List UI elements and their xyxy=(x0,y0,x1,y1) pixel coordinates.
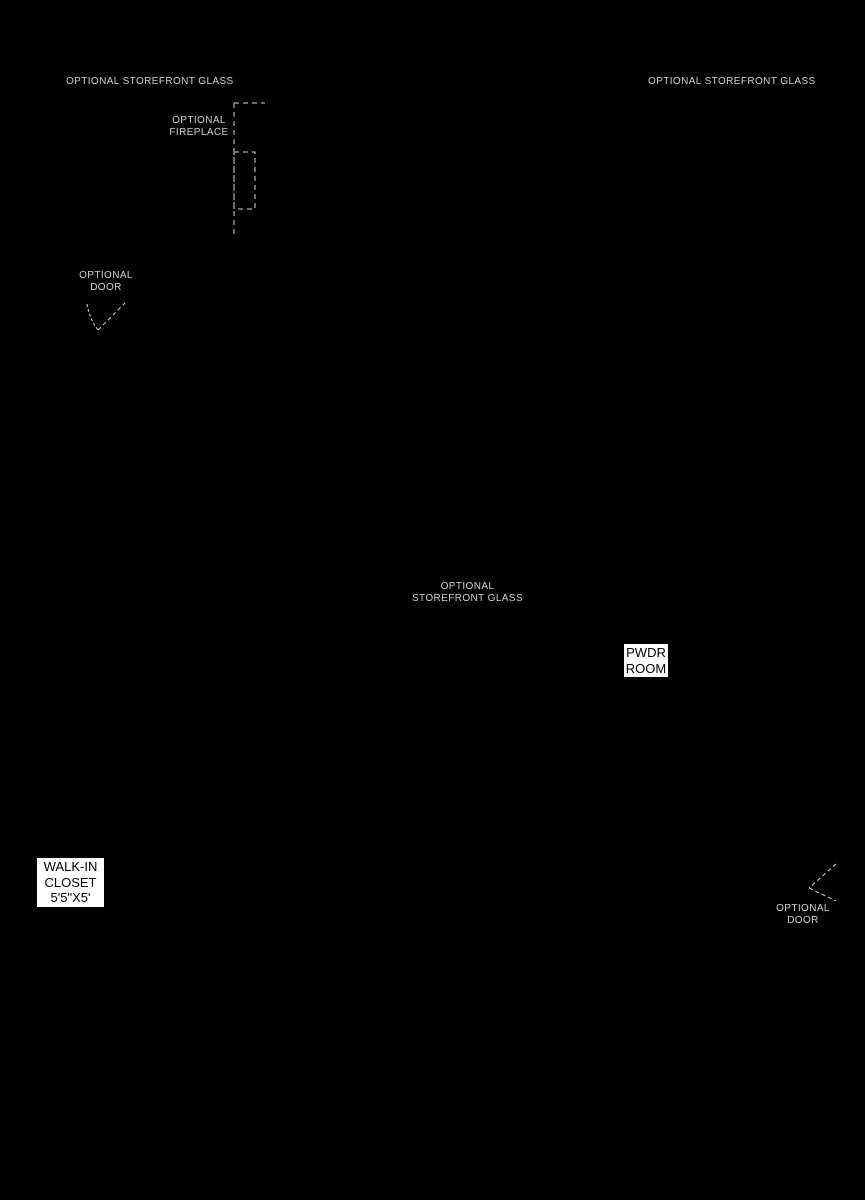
powder-room-tag: PWDR ROOM xyxy=(625,645,667,676)
storefront-glass-label-top-right: OPTIONAL STOREFRONT GLASS xyxy=(648,76,816,87)
walk-in-closet-tag: WALK-IN CLOSET 5'5"X5' xyxy=(37,858,104,907)
storefront-glass-label-top-left: OPTIONAL STOREFRONT GLASS xyxy=(66,76,234,87)
door-label-lower-right: OPTIONAL DOOR xyxy=(776,903,830,926)
door-label-upper-left: OPTIONAL DOOR xyxy=(79,270,133,293)
optional-fireplace-outline xyxy=(234,103,265,236)
optional-door-swing-upper xyxy=(87,303,125,330)
optional-door-swing-lower xyxy=(809,864,836,901)
storefront-glass-label-center: OPTIONAL STOREFRONT GLASS xyxy=(411,581,524,604)
fireplace-label: OPTIONAL FIREPLACE xyxy=(169,115,229,138)
